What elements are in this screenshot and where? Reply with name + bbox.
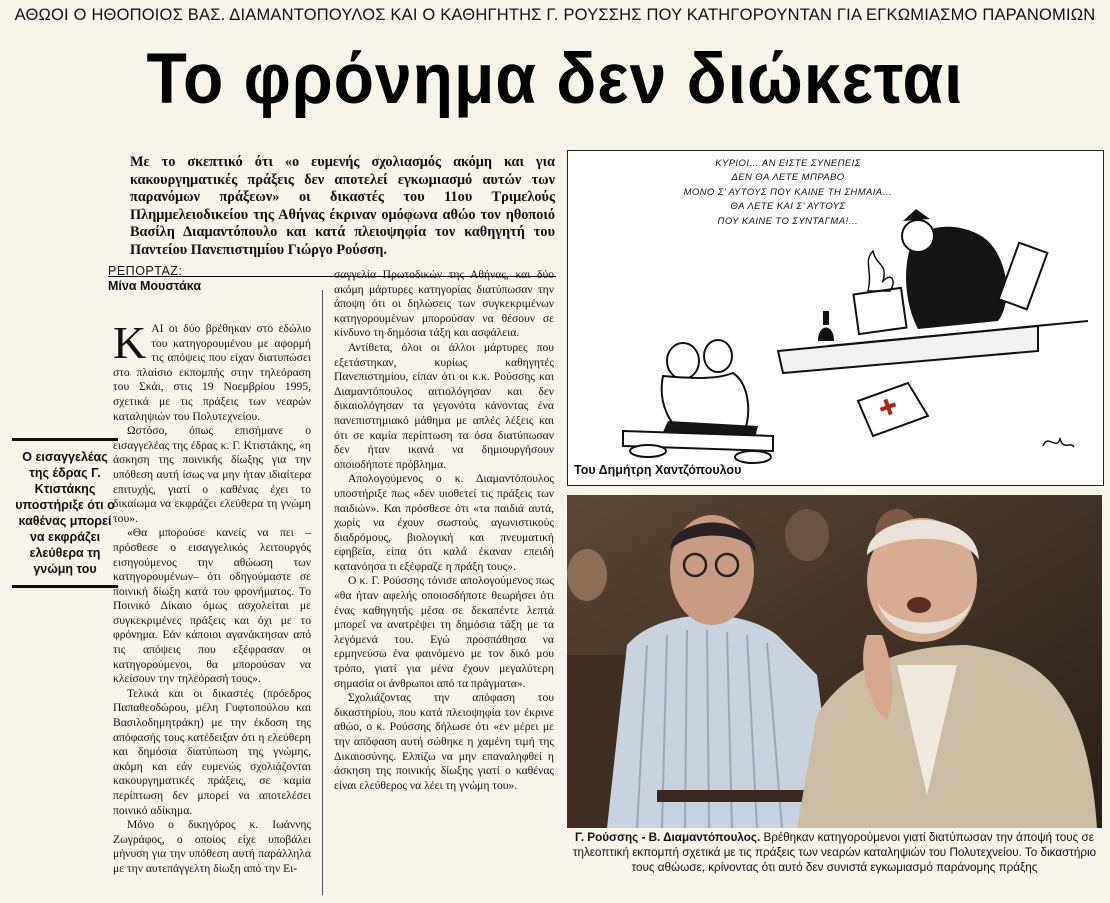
body-paragraph: Ωστόσο, όπως επισήμανε ο εισαγγελέας της έδρας κ. Γ. Κτιστάκης, «η άσκηση της ποινικής δίωξης για την υπόθεση αυτή ίσως να μην ήταν ιδιαίτερα επιτυχής, γιατί ο καθένας έχει το δικαίωμα να εκφράζει ελεύθερα τη γνώμη του». <box>113 424 311 525</box>
photo <box>567 495 1102 828</box>
pullquote <box>12 432 118 594</box>
body-paragraph: Αντίθετα, όλοι οι άλλοι μάρτυρες που εξετάστηκαν, κυρίως καθηγητές Πανεπιστημίου, είπαν ότι οι κ.κ. Ρούσσης και Διαμαντόπουλος αιτιολόγησαν και δεν δικαιολόγησαν τα γεγονότα κάνοντας ένα πανεπιστημιακό μάθημα με απλές λέξεις και ότι σε καμία περίπτωση τα όσα διατύπωσαν δεν ήταν ικανά να δημιουργήσουν οποιοδήποτε πρόβλημα. <box>334 340 554 471</box>
dropcap: Κ <box>113 317 147 368</box>
lead-paragraph: Με το σκεπτικό ότι «ο ευμενής σχολιασμός ακόμη και για κακουργηματικές πράξεις δεν αποτελεί εγκωμιασμό αυτών των παρανόμων πράξεων» οι δικαστές του 11ου Τριμελούς Πλημμελειοδικείου της Αθήνας έκριναν ομόφωνα αθώο τον ηθοποιό Βασίλη Διαμαντόπουλο και κατά πλειοψηφία τον καθηγητή του Παντείου Πανεπιστημίου Γιώργο Ρούσση. <box>130 154 555 258</box>
cartoon-speech: ΚΥΡΙΟΙ… ΑΝ ΕΙΣΤΕ ΣΥΝΕΠΕΙΣ ΔΕΝ ΘΑ ΛΕΤΕ ΜΠΡΑΒΟ ΜΟΝΟ Σ’ ΑΥΤΟΥΣ ΠΟΥ ΚΑΙΝΕ ΤΗ ΣΗΜΑΙΑ… ΘΑ ΛΕΤΕ ΚΑΙ Σ’ ΑΥΤΟΥΣ ΠΟΥ ΚΑΙΝΕ ΤΟ ΣΥΝΤΑΓΜΑ!… <box>683 158 893 227</box>
byline-author: Μίνα Μουστάκα <box>108 279 202 293</box>
cartoon <box>567 150 1104 486</box>
photo-image <box>567 495 1102 828</box>
divider <box>12 438 118 441</box>
headline: Το φρόνημα δεν διώκεται <box>146 38 964 118</box>
body-paragraph: Σχολιάζοντας την απόφαση του δικαστηρίου, που κατά πλειοψηφία τον έκρινε αθώο, ο κ. Ρούσσης δήλωσε ότι «εν μέρει με την απόφαση αυτή σώθηκε η χαμένη τιμή της Δικαιοσύνης. Ελπίζω να μην επαναληφθεί η άσκηση της ποινικής δίωξης γιατί ο καθένας είναι ελεύθερος να λέει τη γνώμη του». <box>334 691 554 792</box>
body-paragraph: «Θα μπορούσε κανείς να πει – πρόσθεσε ο εισαγγελικός λειτουργός εισηγούμενος την αθώωση των κατηγορουμένων– ότι οδηγούμαστε σε ποινική δίωξη κατά του φρονήματος. Το Ποινικό Δίκαιο όμως ασχολείται με συγκεκριμένες πράξεις και όχι με το φρόνημα. Εάν κάποιοι αγανάκτησαν από τις απόψεις που εξέφρασαν οι κατηγορούμενοι, θα μπορούσαν να κλείσουν την τηλεόρασή τους». <box>113 526 311 686</box>
body-paragraph: σαγγελία Πρωτοδικών της Αθήνας, και δύο ακόμη μάρτυρες κατηγορίας διατύπωσαν την άποψη ότι οι δηλώσεις των συγκεκριμένων κατηγορουμένων μπορούσαν να θέσουν σε κίνδυνο τη δημόσια τάξη και ασφάλεια. <box>334 268 554 340</box>
body-paragraph: ΚΑΙ οι δύο βρέθηκαν στο εδώλιο του κατηγορουμένου με αφορμή τις απόψεις που είχαν διατυπώσει στο πλαίσιο εκπομπής στην τηλεόραση του Σκάι, στις 19 Νοεμβρίου 1995, σχετικά με τις πράξεις των νεαρών καταληψιών του Πολυτεχνείου. <box>113 317 311 423</box>
kicker: ΑΘΩΟΙ Ο ΗΘΟΠΟΙΟΣ ΒΑΣ. ΔΙΑΜΑΝΤΟΠΟΥΛΟΣ ΚΑΙ Ο ΚΑΘΗΓΗΤΗΣ Γ. ΡΟΥΣΣΗΣ ΠΟΥ ΚΑΤΗΓΟΡΟΥΝΤΑΝ ΓΙΑ ΕΓΚΩΜΙΑΣΜΟ ΠΑΡΑΝΟΜΙΩΝ <box>14 6 1096 24</box>
body-paragraph: Απολογούμενος ο κ. Διαμαντόπουλος υποστήριξε πως «δεν υιοθετεί τις πράξεις των παιδιών». Και πρόσθεσε ότι «τα παιδιά αυτά, χωρίς να έχουν σωστούς αγωνιστικούς διαδρόμους, βιολογική και πνευματική εφηβεία, είπα ότι καλά έκαναν επειδή κατανόησα τι εξέφραζε η πράξη τους». <box>334 472 554 573</box>
body-column-2 <box>334 268 554 793</box>
byline-label: ΡΕΠΟΡΤΑΖ: <box>108 264 183 278</box>
body-paragraph: Τελικά και οι δικαστές (πρόεδρος Παπαθεοδώρου, μέλη Γυφτοπούλου και Βασιλοδημητράκη) με την έκδοση της απόφασής τους κατέδειξαν ότι η ελεύθερη και δημόσια διατύπωση της γνώμης, ακόμη και εάν ευμενώς σχολιάζονται κακουργηματικές πράξεις, σε καμία περίπτωση δεν μπορεί να αποτελέσει ποινικό αδίκημα. <box>113 686 311 817</box>
cartoon-credit: Του Δημήτρη Χαντζόπουλου <box>574 463 742 477</box>
body-paragraph: Μόνο ο δικηγόρος κ. Ιωάννης Ζωγράφος, ο οποίος είχε υποβάλει μήνυση για την υπόθεση αυτή παράλληλα με την αυτεπάγγελτη δίωξη από την Ει- <box>113 818 311 875</box>
body-column-1 <box>113 317 311 877</box>
caption-text: Βρέθηκαν κατηγορούμενοι γιατί διατύπωσαν την άποψή τους σε τηλεοπτική εκπομπή σχετικά με τις πράξεις των νεαρών καταληψιών του Πολυτεχνείου. Το δικαστήριο τους αθώωσε, κρίνοντας ότι αυτό δεν συνιστά εγκωμιασμό παράνομης πράξης <box>572 831 1097 874</box>
body-paragraph: Ο κ. Γ. Ρούσσης τόνισε απολογούμενος πως «θα ήταν αφελής οποιοσδήποτε θεωρήσει ότι ένας καθηγητής μέσα σε δεκαπέντε λεπτά μπορεί να ανατρέψει τη δημόσια τάξη με τα λεγόμενά του. Εγώ προσπάθησα να ερμηνεύσω ένα φαινόμενο με τον δικό μου τρόπο, γιατί για μένα έχουν μεγαλύτερη σημασία οι άνθρωποι από τα πράγματα». <box>334 574 554 690</box>
photo-caption <box>567 830 1102 875</box>
column-divider <box>322 290 323 895</box>
caption-names: Γ. Ρούσσης - Β. Διαμαντόπουλος. <box>575 831 761 844</box>
pullquote-text: Ο εισαγγελέας της έδρας Γ. Κτιστάκης υποστήριξε ότι ο καθένας μπορεί να εκφράζει ελεύθερα τη γνώμη του <box>15 450 115 576</box>
divider <box>12 585 118 588</box>
byline <box>108 264 308 294</box>
